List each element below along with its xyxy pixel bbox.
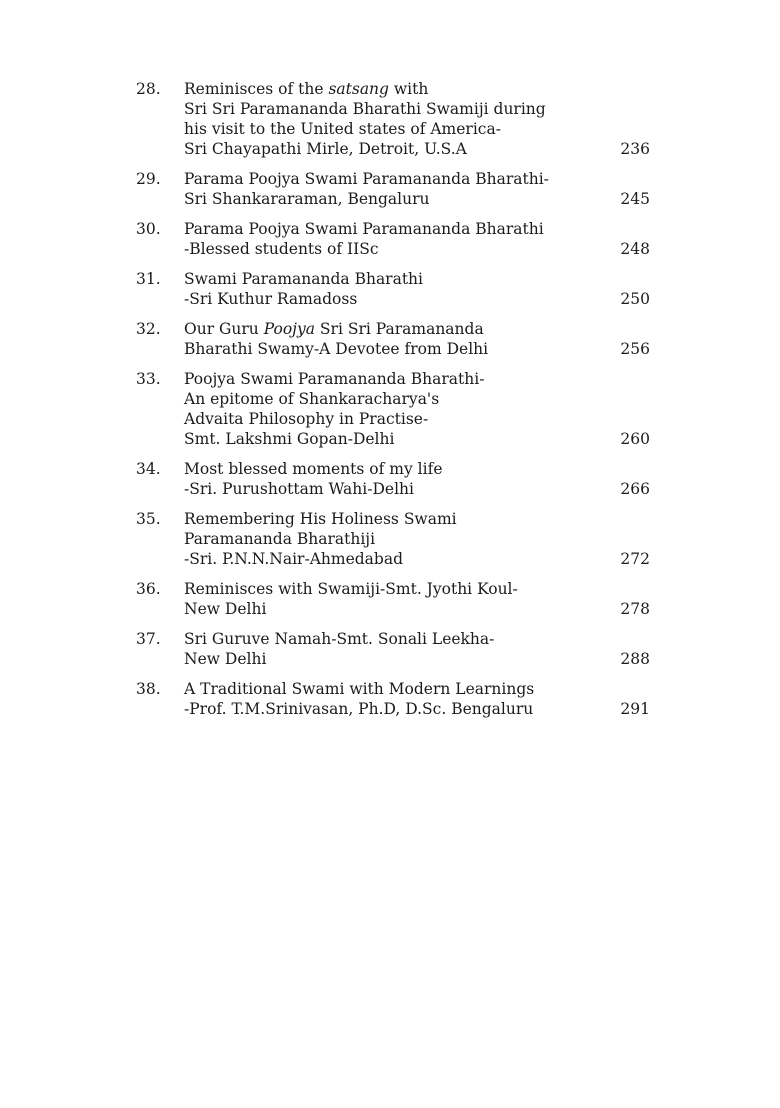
entry-title-line: Advaita Philosophy in Practise- — [184, 410, 429, 428]
entry-number: 38. — [136, 680, 161, 698]
entry-title-line: Smt. Lakshmi Gopan-Delhi — [184, 430, 395, 448]
toc-entry — [136, 269, 656, 309]
entry-title-line: -Blessed students of IISc — [184, 240, 379, 258]
toc-entry — [136, 629, 656, 669]
table-of-contents — [136, 79, 656, 729]
title-text: Our Guru — [184, 320, 264, 338]
entry-title — [184, 579, 656, 619]
entry-title-line: Parama Poojya Swami Paramananda Bharathi — [184, 220, 544, 238]
entry-title-line: Sri Shankararaman, Bengaluru — [184, 190, 430, 208]
entry-number: 29. — [136, 170, 161, 188]
entry-title-line: Remembering His Holiness Swami — [184, 510, 457, 528]
entry-title-line: -Sri. P.N.N.Nair-Ahmedabad — [184, 550, 403, 568]
entry-title-line: Reminisces with Swamiji-Smt. Jyothi Koul- — [184, 580, 518, 598]
toc-entry — [136, 79, 656, 159]
entry-number: 31. — [136, 270, 161, 288]
entry-title-line: Most blessed moments of my life — [184, 460, 443, 478]
entry-title — [184, 269, 656, 309]
entry-title — [184, 679, 656, 719]
entry-number: 34. — [136, 460, 161, 478]
entry-title — [184, 459, 656, 499]
title-text: Reminisces of the — [184, 80, 329, 98]
toc-entry — [136, 579, 656, 619]
entry-title-line: Bharathi Swamy-A Devotee from Delhi — [184, 340, 489, 358]
entry-number: 30. — [136, 220, 161, 238]
entry-title-line — [184, 319, 586, 339]
entry-title-line: New Delhi — [184, 600, 267, 618]
entry-number: 28. — [136, 80, 161, 98]
entry-title — [184, 79, 656, 159]
entry-title-line: Paramananda Bharathiji — [184, 530, 376, 548]
entry-title-line: A Traditional Swami with Modern Learnings — [184, 680, 535, 698]
entry-title-line: An epitome of Shankaracharya's — [184, 390, 440, 408]
toc-entry — [136, 509, 656, 569]
entry-number: 32. — [136, 320, 161, 338]
entry-page-number: 288 — [620, 650, 650, 668]
entry-page-number: 291 — [620, 700, 650, 718]
entry-page-number: 260 — [620, 430, 650, 448]
title-italic-text: satsang — [328, 80, 389, 98]
entry-page-number: 245 — [620, 190, 650, 208]
entry-title — [184, 509, 656, 569]
entry-title-line: his visit to the United states of America- — [184, 120, 501, 138]
entry-number: 35. — [136, 510, 161, 528]
entry-page-number: 236 — [620, 140, 650, 158]
entry-page-number: 250 — [620, 290, 650, 308]
entry-title-line: Sri Guruve Namah-Smt. Sonali Leekha- — [184, 630, 495, 648]
toc-entry — [136, 219, 656, 259]
entry-page-number: 278 — [620, 600, 650, 618]
toc-entry — [136, 679, 656, 719]
toc-entry — [136, 319, 656, 359]
entry-page-number: 266 — [620, 480, 650, 498]
title-italic-text: Poojya — [263, 320, 315, 338]
entry-title-line: Parama Poojya Swami Paramananda Bharathi- — [184, 170, 549, 188]
toc-entry — [136, 369, 656, 449]
entry-title-line: Sri Sri Paramananda Bharathi Swamiji during — [184, 100, 546, 118]
entry-title-line: Sri Chayapathi Mirle, Detroit, U.S.A — [184, 140, 467, 158]
entry-number: 33. — [136, 370, 161, 388]
entry-title-line: -Prof. T.M.Srinivasan, Ph.D, D.Sc. Bengaluru — [184, 700, 534, 718]
entry-page-number: 256 — [620, 340, 650, 358]
entry-title-line: -Sri Kuthur Ramadoss — [184, 290, 358, 308]
entry-title — [184, 629, 656, 669]
entry-title-line: New Delhi — [184, 650, 267, 668]
toc-entry — [136, 459, 656, 499]
entry-title — [184, 169, 656, 209]
entry-page-number: 248 — [620, 240, 650, 258]
entry-number: 36. — [136, 580, 161, 598]
entry-page-number: 272 — [620, 550, 650, 568]
entry-title-line: Swami Paramananda Bharathi — [184, 270, 424, 288]
toc-entry — [136, 169, 656, 209]
entry-title-line — [184, 79, 586, 99]
title-text: with — [388, 80, 429, 98]
entry-title — [184, 369, 656, 449]
entry-title — [184, 319, 656, 359]
entry-title — [184, 219, 656, 259]
entry-title-line: -Sri. Purushottam Wahi-Delhi — [184, 480, 414, 498]
title-text: Sri Sri Paramananda — [315, 320, 484, 338]
entry-title-line: Poojya Swami Paramananda Bharathi- — [184, 370, 485, 388]
entry-number: 37. — [136, 630, 161, 648]
